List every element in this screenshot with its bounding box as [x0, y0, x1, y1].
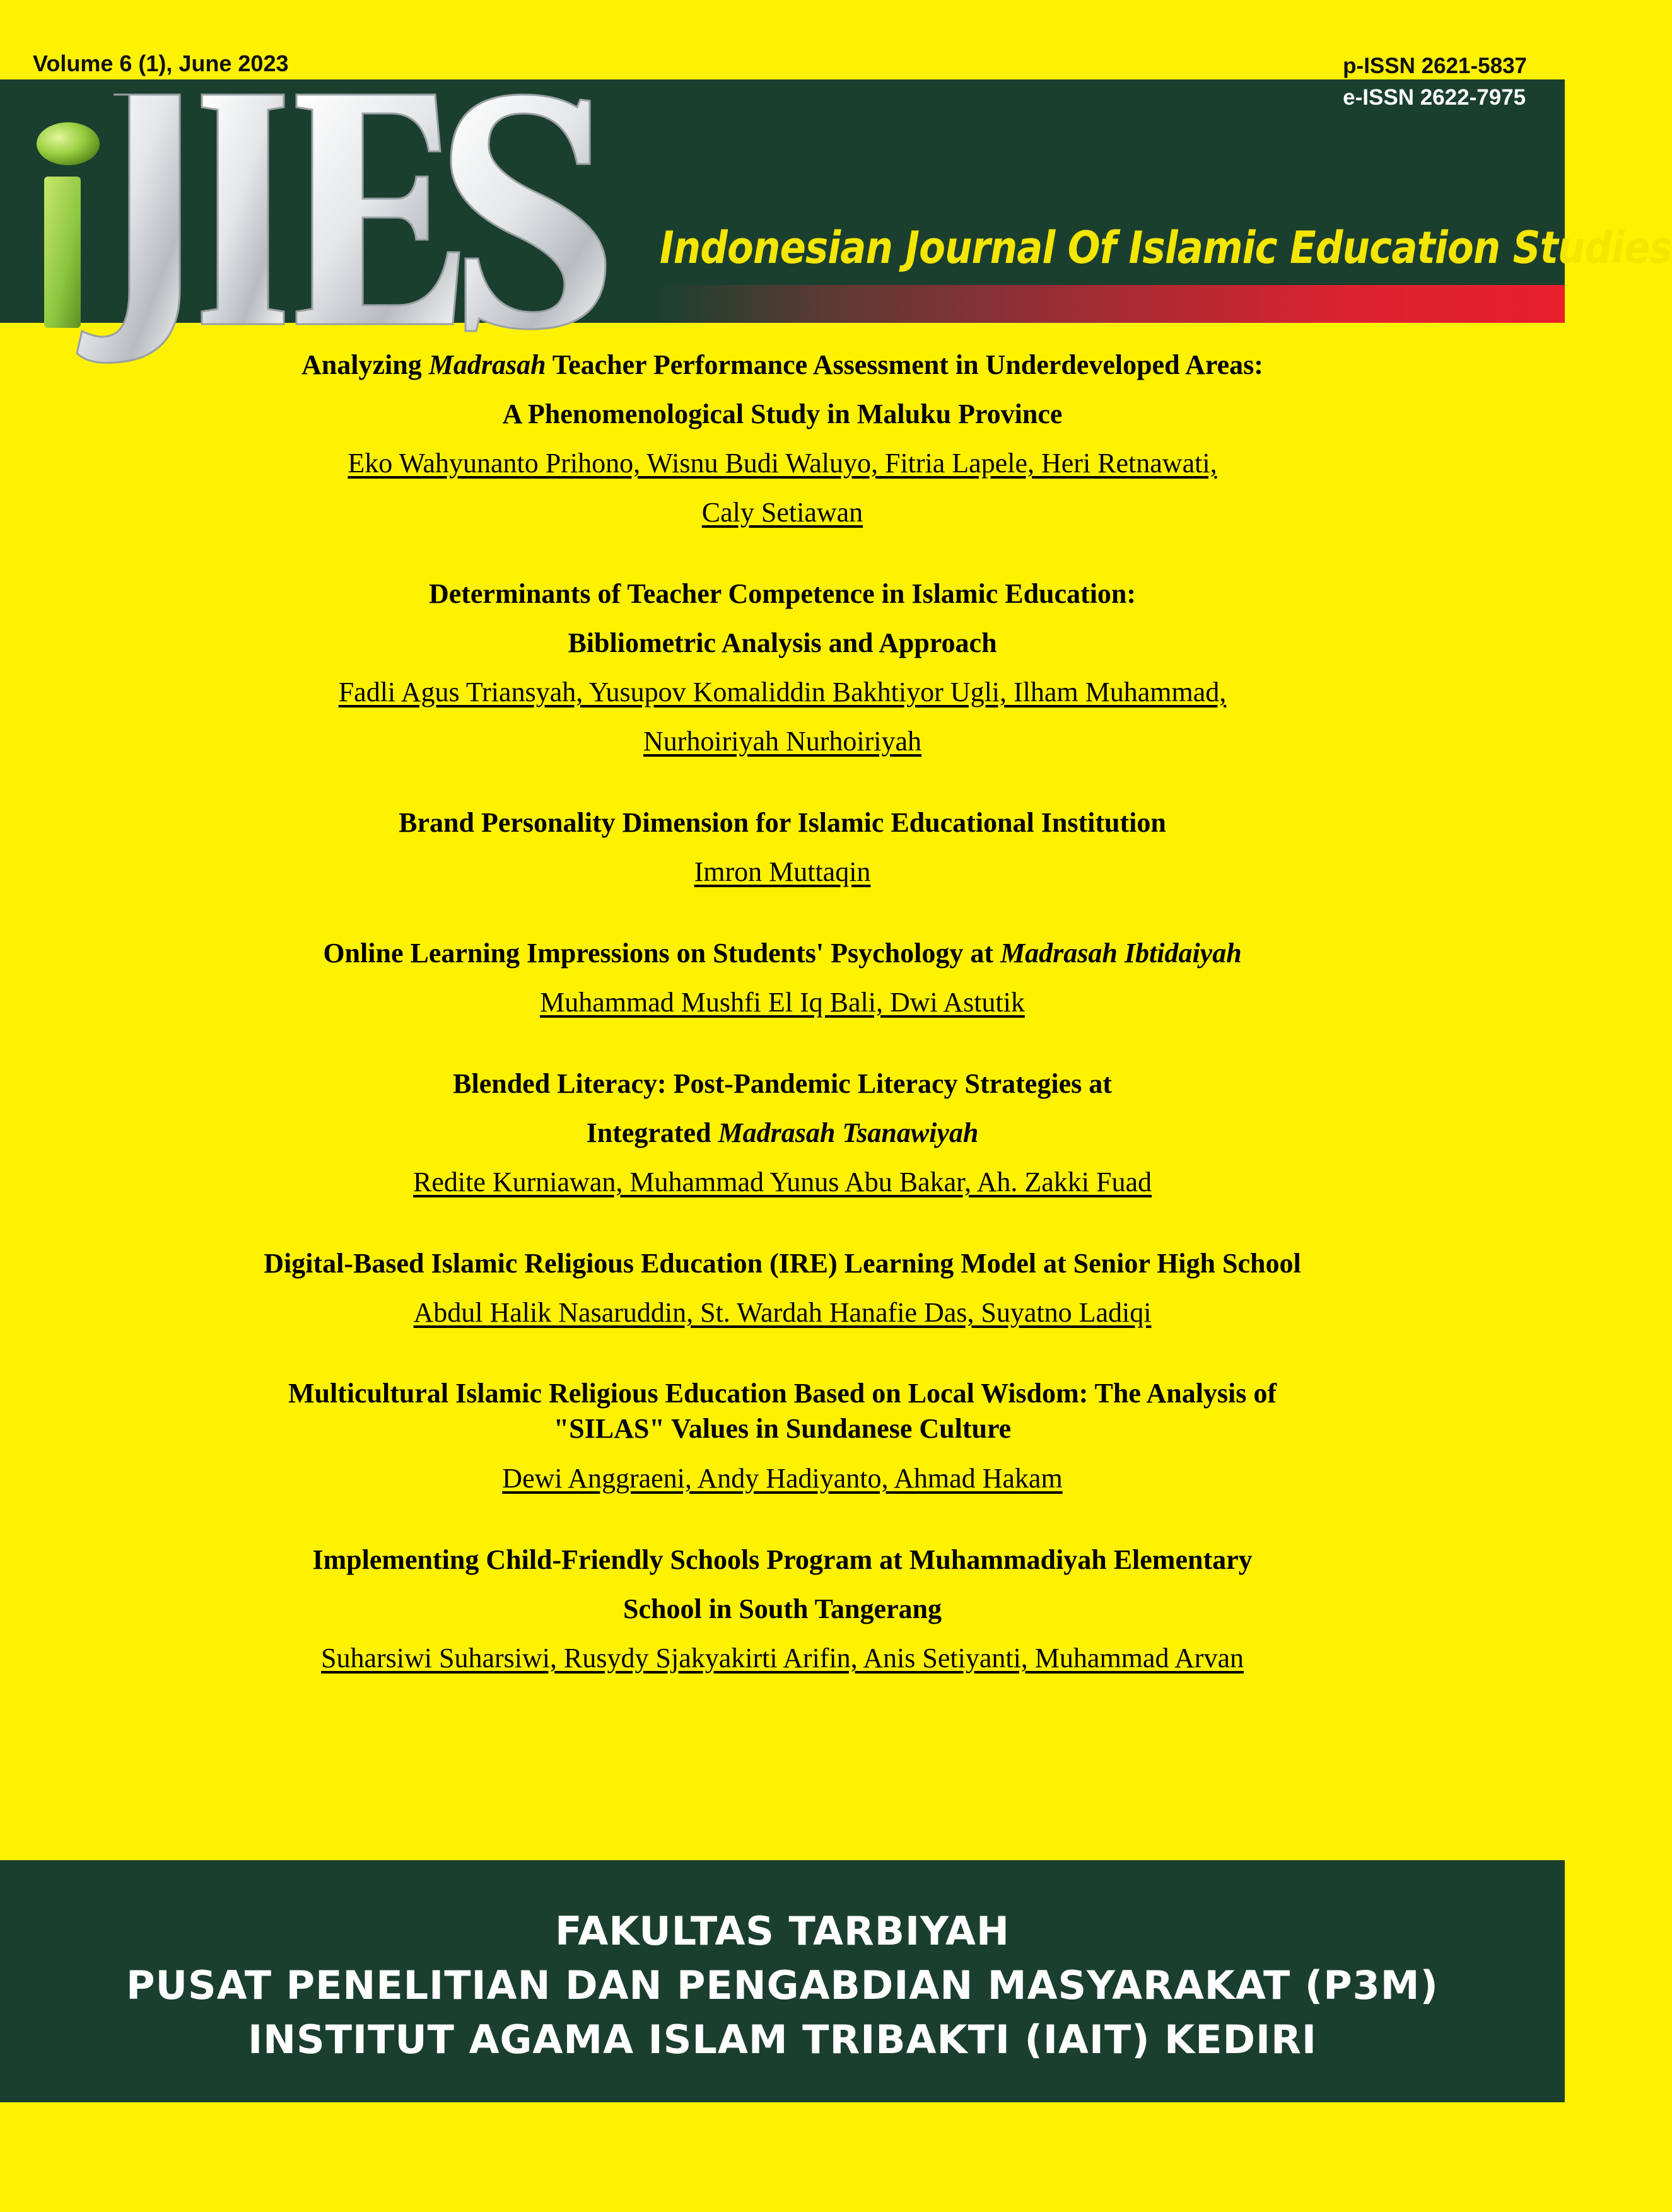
article-authors[interactable]: Suharsiwi Suharsiwi, Rusydy Sjakyakirti Arifin, Anis Setiyanti, Muhammad Arvan: [321, 1643, 1244, 1674]
article-authors[interactable]: Dewi Anggraeni, Andy Hadiyanto, Ahmad Hakam: [502, 1463, 1063, 1494]
publisher-line-2: PUSAT PENELITIAN DAN PENGABDIAN MASYARAKAT (P3M): [126, 1962, 1439, 2008]
title-line: Multicultural Islamic Religious Education Based on Local Wisdom: The Analysis of: [288, 1378, 1277, 1409]
article-8[interactable]: [0, 1535, 1565, 1683]
title-line: A Phenomenological Study in Maluku Province: [502, 399, 1063, 429]
title-line: Implementing Child-Friendly Schools Program at Muhammadiyah Elementary: [312, 1544, 1253, 1575]
journal-logo: [19, 82, 662, 378]
article-5[interactable]: [0, 1059, 1565, 1207]
article-title: [0, 1239, 1565, 1288]
article-title: [0, 1535, 1565, 1634]
article-title: [0, 569, 1565, 668]
publisher-line-3: INSTITUT AGAMA ISLAM TRIBAKTI (IAIT) KEDIRI: [248, 2017, 1317, 2063]
article-1[interactable]: [0, 341, 1565, 537]
article-authors[interactable]: Fadli Agus Triansyah, Yusupov Komaliddin Bakhtiyor Ugli, Ilham Muhammad,: [338, 677, 1227, 707]
logo-s: [451, 95, 605, 331]
journal-name: Indonesian Journal Of Islamic Education Studies: [660, 222, 1672, 274]
article-title: [0, 1059, 1565, 1158]
article-title: [0, 929, 1565, 978]
title-line: Bibliometric Analysis and Approach: [568, 627, 997, 658]
header-gradient-stripe: [660, 285, 1565, 323]
title-line: School in South Tangerang: [623, 1593, 942, 1624]
logo-i-stem: [44, 177, 81, 328]
title-line: Analyzing Madrasah Teacher Performance Assessment in Underdeveloped Areas:: [301, 349, 1263, 380]
article-title: [0, 1370, 1565, 1454]
table-of-contents: [0, 341, 1565, 1715]
article-7[interactable]: [0, 1370, 1565, 1503]
title-line: Online Learning Impressions on Students' Psychology at Madrasah Ibtidaiyah: [323, 938, 1242, 969]
e-issn: e-ISSN 2622-7975: [1343, 85, 1526, 110]
article-authors[interactable]: Eko Wahyunanto Prihono, Wisnu Budi Waluyo, Fitria Lapele, Heri Retnawati,: [348, 448, 1217, 479]
article-2[interactable]: [0, 569, 1565, 766]
article-6[interactable]: [0, 1239, 1565, 1337]
volume-info: Volume 6 (1), June 2023: [33, 50, 289, 76]
title-line: Brand Personality Dimension for Islamic Educational Institution: [399, 807, 1166, 838]
article-title: [0, 341, 1565, 439]
article-authors[interactable]: Abdul Halik Nasaruddin, St. Wardah Hanafie Das, Suyatno Ladiqi: [413, 1297, 1152, 1328]
title-line: Integrated Madrasah Tsanawiyah: [586, 1117, 979, 1148]
article-authors[interactable]: Caly Setiawan: [701, 497, 863, 528]
publisher-line-1: FAKULTAS TARBIYAH: [555, 1908, 1010, 1954]
article-authors[interactable]: Imron Muttaqin: [694, 856, 871, 887]
article-4[interactable]: [0, 929, 1565, 1027]
logo-e: [296, 95, 459, 324]
article-authors[interactable]: Nurhoiriyah Nurhoiriyah: [643, 726, 922, 757]
title-line: Blended Literacy: Post-Pandemic Literacy Strategies at: [453, 1068, 1112, 1099]
title-line: Determinants of Teacher Competence in Islamic Education:: [428, 578, 1137, 609]
issn-block: [1343, 50, 1527, 114]
article-authors[interactable]: Redite Kurniawan, Muhammad Yunus Abu Bakar, Ah. Zakki Fuad: [413, 1167, 1152, 1197]
article-3[interactable]: [0, 798, 1565, 897]
article-authors[interactable]: Muhammad Mushfi El Iq Bali, Dwi Astutik: [540, 987, 1025, 1018]
logo-i-dot: [37, 122, 100, 165]
p-issn: p-ISSN 2621-5837: [1343, 54, 1527, 78]
publisher-info: [0, 1904, 1565, 2067]
article-title: [0, 798, 1565, 847]
title-line: Digital-Based Islamic Religious Education (IRE) Learning Model at Senior High School: [264, 1248, 1301, 1279]
logo-i-silver: [202, 95, 284, 324]
title-line: "SILAS" Values in Sundanese Culture: [553, 1413, 1012, 1444]
